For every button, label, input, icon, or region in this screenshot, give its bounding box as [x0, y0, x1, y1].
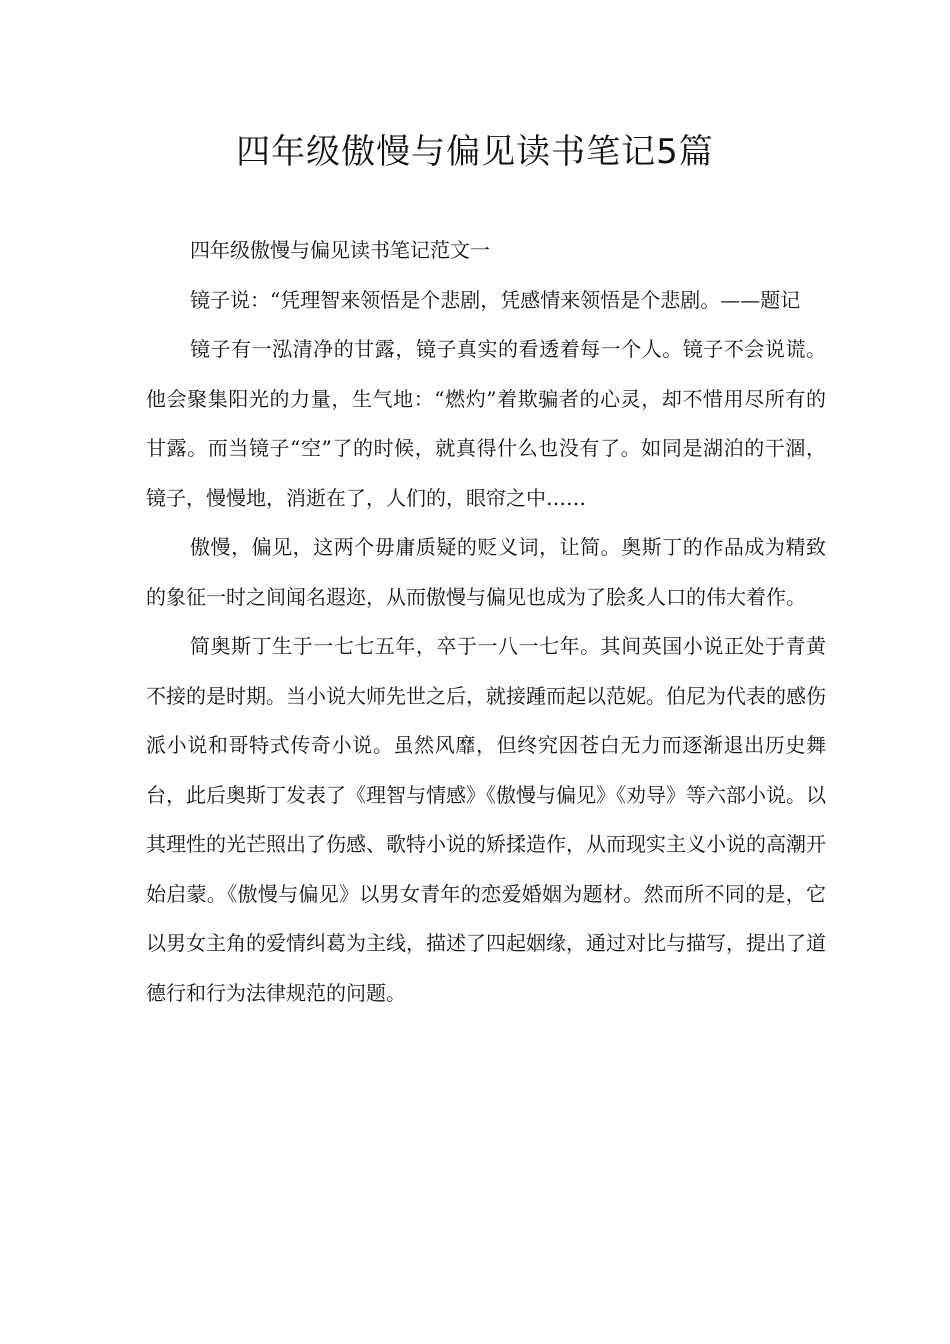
paragraph-mirror: 镜子有一泓清净的甘露，镜子真实的看透着每一个人。镜子不会说谎。他会聚集阳光的力量，生气地：“燃灼”着欺骗者的心灵，却不惜用尽所有的甘露。而当镜子“空”了的时候，就真得什么也没有了。如同是湖泊的干涸，镜子，慢慢地，消逝在了，人们的，眼帘之中……	[146, 337, 826, 510]
document-title: 四年级傲慢与偏见读书笔记5篇	[236, 132, 714, 172]
paragraph-austen-history: 简奥斯丁生于一七七五年，卒于一八一七年。其间英国小说正处于青黄不接的是时期。当小说大师先世之后，就接踵而起以范妮。伯尼为代表的感伤派小说和哥特式传奇小说。虽然风靡，但终究因苍白无力而逐渐退出历史舞台，此后奥斯丁发表了《理智与情感》《傲慢与偏见》《劝导》等六部小说。以其理性的光芒照出了伤感、歌特小说的矫揉造作，从而现实主义小说的高潮开始启蒙。《傲慢与偏见》以男女青年的恋爱婚姻为题材。然而所不同的是，它以男女主角的爱情纠葛为主线，描述了四起姻缘，通过对比与描写，提出了道德行和行为法律规范的问题。	[146, 634, 826, 1005]
paragraph-subtitle: 四年级傲慢与偏见读书笔记范文一	[190, 238, 490, 262]
document-body	[146, 226, 826, 1018]
paragraph-pride-prejudice: 傲慢，偏见，这两个毋庸质疑的贬义词，让简。奥斯丁的作品成为精致的象征一时之间闻名遐迩，从而傲慢与偏见也成为了脍炙人口的伟大着作。	[146, 535, 826, 609]
paragraph-epigraph: 镜子说：“凭理智来领悟是个悲剧，凭感情来领悟是个悲剧。——题记	[190, 287, 801, 312]
